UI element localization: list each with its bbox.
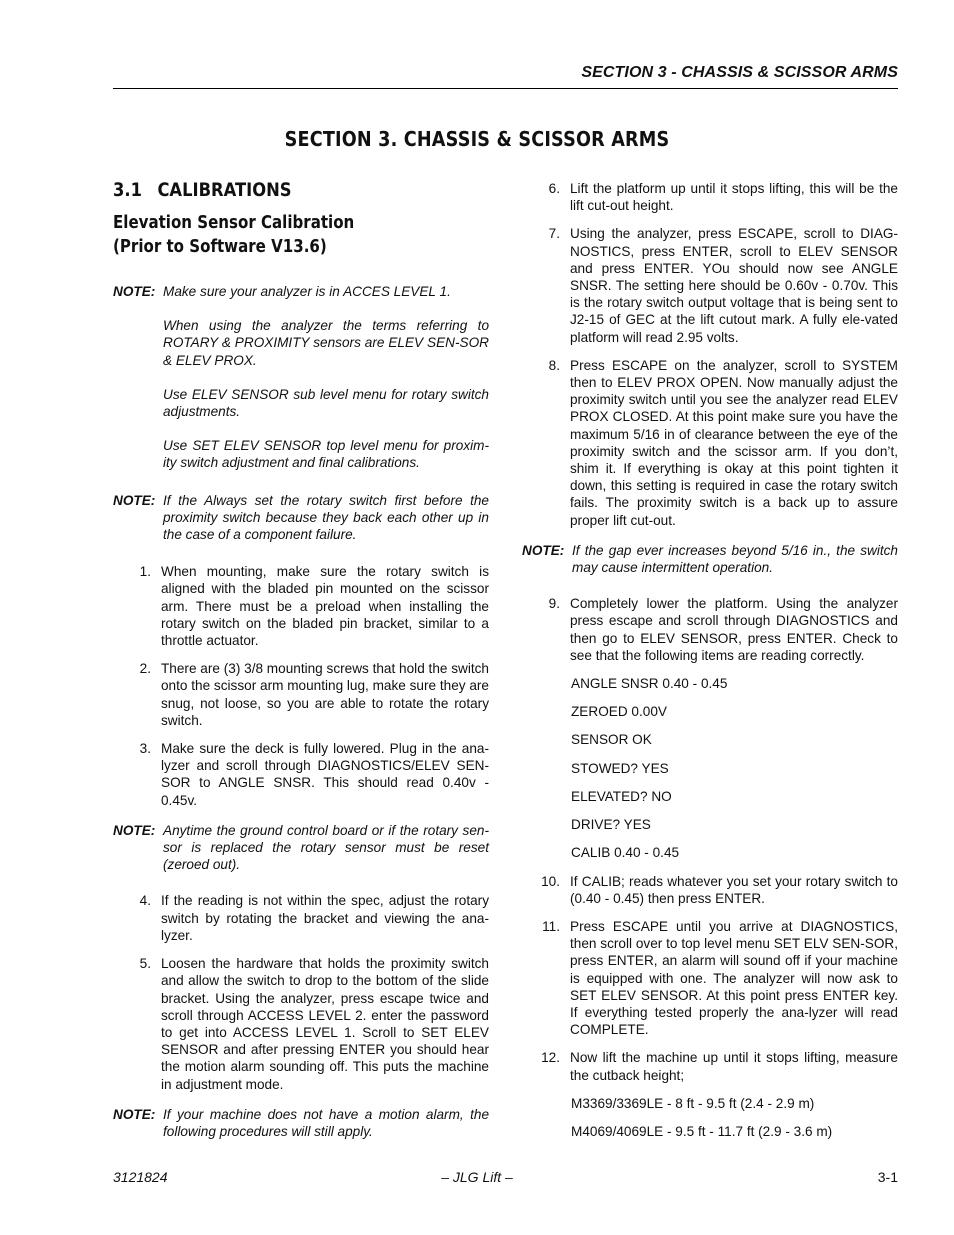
step-item (522, 225, 898, 345)
subheading-line-1: Elevation Sensor Calibration (113, 213, 355, 233)
step-number: 12. (541, 1050, 560, 1066)
step-number: 2. (139, 661, 151, 677)
step-text: If the reading is not within the spec, adjust the rotary switch by rotating the bracket and viewing the ana-lyzer. (161, 893, 489, 943)
left-column (113, 178, 489, 1140)
step-number: 11. (542, 918, 560, 934)
step-text: Make sure the deck is fully lowered. Plug in the ana-lyzer and scroll through DIAGNOSTICS/ELEV SEN-SOR to ANGLE SNSR. This should read 0.40v - 0.45v. (161, 741, 489, 808)
note-label: NOTE: (113, 822, 156, 838)
reading-line: DRIVE? YES (571, 817, 651, 833)
step-number: 10. (541, 873, 560, 889)
cutback-height-line: M4069/4069LE - 9.5 ft - 11.7 ft (2.9 - 3.6 m) (571, 1123, 833, 1139)
note-2 (113, 492, 489, 544)
note-text: If the gap ever increases beyond 5/16 in., the switch may cause intermittent operation. (572, 542, 898, 576)
section-title: SECTION 3. CHASSIS & SCISSOR ARMS (284, 127, 670, 151)
step-text: Lift the platform up until it stops lifting, this will be the lift cut-out height. (570, 181, 898, 214)
note-3 (113, 822, 489, 874)
reading-line: ELEVATED? NO (571, 788, 672, 804)
step-text: If CALIB; reads whatever you set your rotary switch to (0.40 - 0.45) then press ENTER. (570, 873, 898, 906)
step-text: Completely lower the platform. Using the analyzer press escape and scroll through DIAGNOSTICS and then go to ELEV SENSOR, press ENTER. Check to see that the following items are reading correctly. (570, 596, 898, 663)
step-item (113, 892, 489, 944)
subsection-title: CALIBRATIONS (157, 179, 292, 201)
step-item (522, 918, 898, 1038)
note-text: Make sure your analyzer is in ACCES LEVEL 1. (163, 284, 451, 299)
header-rule (113, 88, 898, 89)
footer-page-number: 3-1 (877, 1169, 898, 1185)
step-item (113, 660, 489, 729)
step-text: Using the analyzer, press ESCAPE, scroll to DIAG-NOSTICS, press ENTER, scroll to ELEV SENSOR and press ENTER. YOu should now see ANGLE SNSR. The setting here should be 0.60v - 0.70v. This is the rotary switch output voltage that is being sent to J2-15 of GEC at the lift cutout mark. A fully ele-vated platform will read 2.95 volts. (570, 226, 898, 345)
reading-line: ANGLE SNSR 0.40 - 0.45 (571, 676, 728, 692)
note-1 (113, 283, 489, 300)
step-number: 5. (139, 956, 151, 972)
step-number: 6. (548, 181, 560, 196)
step-text: There are (3) 3/8 mounting screws that hold the switch onto the scissor arm mounting lug, make sure they are snug, not loose, so you are able to rotate the rotary switch. (161, 661, 489, 728)
cutback-height-line: M3369/3369LE - 8 ft - 9.5 ft (2.4 - 2.9 m) (571, 1095, 815, 1111)
step-text: Press ESCAPE on the analyzer, scroll to SYSTEM then to ELEV PROX OPEN. Now manually adjust the proximity switch until you see the analyzer read ELEV PROX CLOSED. At this point make sure you have the maximum 5/16 in of clearance between the eye of the proximity switch and the scissor arm. If you don’t, shim it. If everything is okay at this point tighten it down, this setting is required in case the rotary switch fails. The proximity switch is a back up to assure proper lift cut-out. (570, 357, 898, 528)
step-item (113, 740, 489, 809)
step-item (113, 955, 489, 1093)
subsection-number: 3.1 (113, 179, 142, 201)
note-5 (522, 542, 898, 576)
step-item (522, 357, 898, 529)
step-number: 4. (139, 893, 151, 909)
reading-line: SENSOR OK (571, 732, 652, 748)
step-number: 3. (139, 741, 151, 757)
reading-line: STOWED? YES (571, 760, 669, 776)
footer-publisher: – JLG Lift – (441, 1169, 513, 1185)
note-1-paragraph: Use ELEV SENSOR sub level menu for rotary switch adjustments. (163, 386, 489, 420)
step-number: 7. (548, 226, 560, 242)
step-item (522, 180, 898, 214)
step-text: Press ESCAPE until you arrive at DIAGNOSTICS, then scroll over to top level menu SET ELV SEN-SOR, press ENTER, an alarm will sound off if your machine is equipped with one. The analyzer will now ask to SET ELEV SENSOR. At this point press ENTER key. If everything tested properly the ana-lyzer will read COMPLETE. (570, 918, 898, 1038)
step-item (522, 873, 898, 907)
step-item (113, 563, 489, 649)
step-item (522, 595, 898, 664)
step-text: Loosen the hardware that holds the proximity switch and allow the switch to drop to the bottom of the slide bracket. Using the analyzer, press escape twice and scroll through ACCESS LEVEL 2. enter the password to get into ACCESS LEVEL 1. Scroll to SET ELEV SENSOR and after pressing ENTER you should hear the motion alarm sounding off. This puts the machine in adjustment mode. (161, 956, 489, 1092)
step-text: Now lift the machine up until it stops lifting, measure the cutback height; (570, 1050, 898, 1083)
step-text: When mounting, make sure the rotary switch is aligned with the bladed pin mounted on the scissor arm. There must be a preload when installing the rotary switch on the bladed pin bracket, similar to a throttle actuator. (161, 564, 489, 649)
note-label: NOTE: (113, 492, 156, 508)
footer-doc-number: 3121824 (113, 1169, 168, 1185)
step-number: 9. (548, 596, 560, 612)
note-label: NOTE: (113, 284, 156, 299)
step-number: 8. (548, 357, 560, 373)
reading-line: CALIB 0.40 - 0.45 (571, 845, 680, 861)
note-1-paragraph: When using the analyzer the terms referring to ROTARY & PROXIMITY sensors are ELEV SEN-SOR & ELEV PROX. (163, 318, 489, 368)
reading-line: ZEROED 0.00V (571, 704, 667, 720)
note-label: NOTE: (113, 1106, 156, 1122)
step-number: 1. (139, 564, 151, 580)
subsection-heading (113, 178, 436, 202)
subheading (113, 211, 436, 259)
note-text: Anytime the ground control board or if the rotary sen-sor is replaced the rotary sensor must be reset (zeroed out). (163, 822, 489, 873)
note-4 (113, 1106, 489, 1140)
note-text: If the Always set the rotary switch first before the proximity switch because they back each other up in the case of a component failure. (163, 492, 489, 543)
note-label: NOTE: (522, 542, 565, 558)
right-column (522, 180, 898, 1140)
note-1-paragraph: Use SET ELEV SENSOR top level menu for proxim-ity switch adjustment and final calibrations. (163, 438, 489, 471)
subheading-line-2: (Prior to Software V13.6) (113, 237, 327, 257)
step-item (522, 1049, 898, 1083)
note-text: If your machine does not have a motion alarm, the following procedures will still apply. (163, 1106, 489, 1139)
running-header: SECTION 3 - CHASSIS & SCISSOR ARMS (581, 64, 898, 81)
